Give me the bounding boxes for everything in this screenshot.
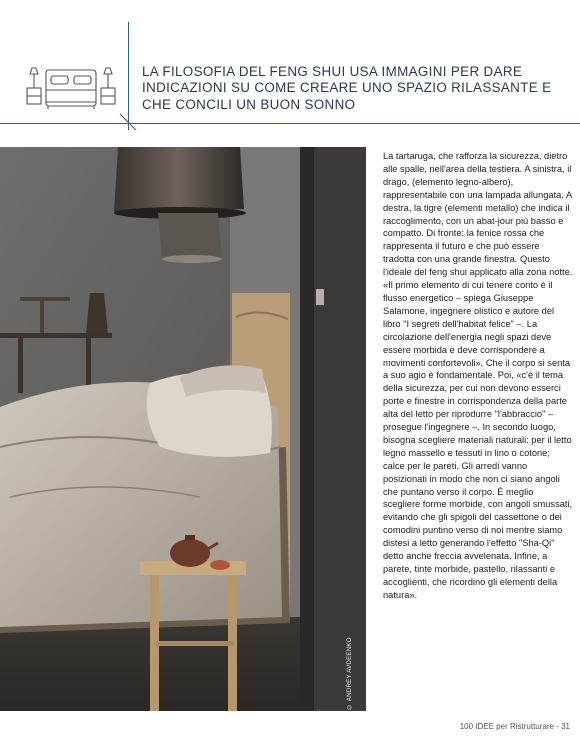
article-paragraph-2: «Il primo elemento di cui tenere conto è il flusso energetico – spiega Giuseppe Salamone, ingegnere olistico e autore del libro "I segreti dell'habitat felice" –. La circolazione dell'energia negli spazi deve essere morbida e deve corrispondere a movimenti confortevoli». Che il corpo si senta a suo agio è fondamentale. Poi, «c'è il tema della sicurezza, per cui non devono esserci porte e finestre in corrispondenza della parte alta del letto per riprodurre "l'abbraccio" – prosegue l'ingegnere –. In secondo luogo, bisogna scegliere materiali naturali: per il letto legno massello e tessuti in lino o cotone; calce per le pareti. Gli arredi vanno posizionati in modo che non ci siano angoli che puntano verso il corpo. È meglio scegliere forme morbide, con angoli smussati, evitando che gli spigoli del cassettone o dei comodini puntino verso di noi mentre siamo distesi a letto generando l'effetto "Sha-Qi" detto anche freccia avvelenata. Infine, a parete, tinte morbide, pastello, rilassanti e accoglienti, che ricordino gli elementi della natura». [383, 280, 573, 600]
rule-cross-mark [118, 112, 138, 132]
bed-with-nightstands-icon [24, 64, 118, 110]
article-body [383, 150, 573, 602]
page-footer: 100 IDEE per Ristrutturare - 31 [459, 722, 570, 731]
page-headline: LA FILOSOFIA DEL FENG SHUI USA IMMAGINI PER DARE INDICAZIONI SU COME CREARE UNO SPAZIO RILASSANTE E CHE CONCILI UN BUON SONNO [142, 64, 552, 112]
header-horizontal-rule [0, 123, 580, 124]
bedroom-photo [0, 147, 366, 711]
article-paragraph-1: La tartaruga, che rafforza la sicurezza, dietro alle spalle, nell'area della testiera. A sinistra, il drago, (elemento legno-albero), rappresentabile con una lampada allungata. A destra, la tigre (elementi metallo) che indica il raccoglimento, con un abat-jour più basso e compatto. Di fronte: la fenice rossa che rappresenta il futuro e che può essere tradotta con una grande finestra. Questo l'ideale del feng shui applicato alla zona notte. [383, 151, 573, 278]
photo-credit: © ANDREY AVDEENKO [346, 637, 353, 710]
